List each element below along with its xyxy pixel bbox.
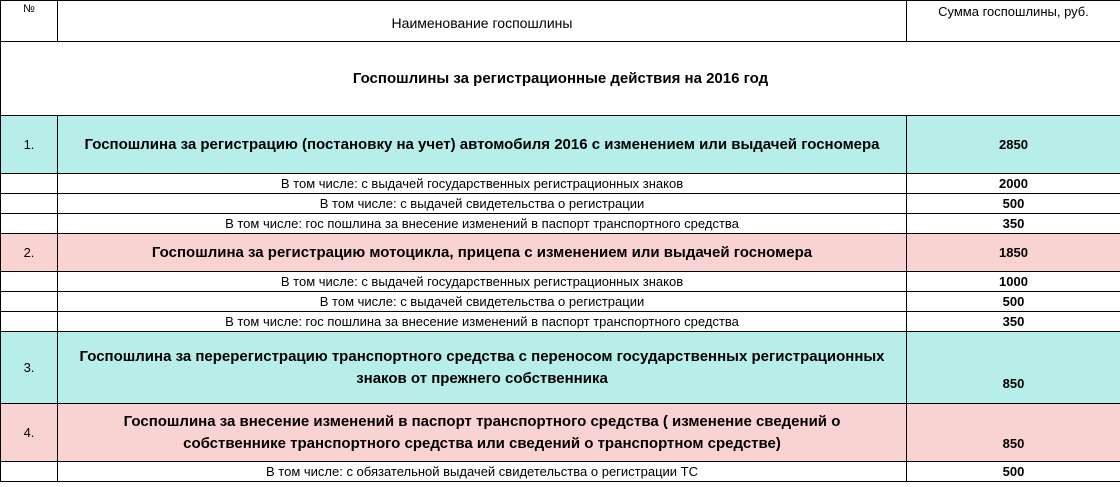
sub-row-name: В том числе: с обязательной выдачей свидетельства о регистрации ТС [58,462,907,482]
row-name: Госпошлина за внесение изменений в паспорт транспортного средства ( изменение сведений о собственнике транспортного средства или сведений о транспортном средстве) [58,404,907,462]
sub-row-num [1,194,58,214]
sub-row-sum: 500 [907,462,1120,482]
sub-row-sum: 350 [907,214,1120,234]
header-num: № [1,1,58,42]
row-num: 1. [1,116,58,174]
table-header-row [1,1,1120,42]
row-name: Госпошлина за регистрацию мотоцикла, прицепа с изменением или выдачей госномера [58,234,907,272]
sub-row [1,194,1120,214]
sub-row-num [1,174,58,194]
sub-row-num [1,272,58,292]
sub-row [1,312,1120,332]
sub-row-sum: 2000 [907,174,1120,194]
table-row [1,404,1120,462]
section-title: Госпошлины за регистрационные действия на 2016 год [1,42,1120,116]
row-sum: 1850 [907,234,1120,272]
row-sum: 850 [907,404,1120,462]
table-row [1,332,1120,404]
row-num: 2. [1,234,58,272]
sub-row-num [1,292,58,312]
sub-row-name: В том числе: с выдачей государственных регистрационных знаков [58,272,907,292]
section-title-row [1,42,1120,116]
sub-row [1,462,1120,482]
sub-row-sum: 350 [907,312,1120,332]
sub-row-name: В том числе: с выдачей свидетельства о регистрации [58,194,907,214]
sub-row-name: В том числе: гос пошлина за внесение изменений в паспорт транспортного средства [58,214,907,234]
table-row [1,116,1120,174]
row-name: Госпошлина за перерегистрацию транспортного средства с переносом государственных регистрационных знаков от прежнего собственника [58,332,907,404]
row-num: 3. [1,332,58,404]
sub-row-num [1,214,58,234]
header-sum: Сумма госпошлины, руб. [907,1,1120,42]
row-sum: 850 [907,332,1120,404]
sub-row-num [1,312,58,332]
sub-row [1,292,1120,312]
row-name: Госпошлина за регистрацию (постановку на учет) автомобиля 2016 с изменением или выдачей госномера [58,116,907,174]
row-num: 4. [1,404,58,462]
table-row [1,234,1120,272]
header-name: Наименование госпошлины [58,1,907,42]
sub-row-name: В том числе: с выдачей государственных регистрационных знаков [58,174,907,194]
sub-row-num [1,462,58,482]
sub-row-name: В том числе: с выдачей свидетельства о регистрации [58,292,907,312]
sub-row [1,272,1120,292]
sub-row-sum: 500 [907,194,1120,214]
sub-row-sum: 1000 [907,272,1120,292]
sub-row-name: В том числе: гос пошлина за внесение изменений в паспорт транспортного средства [58,312,907,332]
row-sum: 2850 [907,116,1120,174]
sub-row-sum: 500 [907,292,1120,312]
sub-row [1,174,1120,194]
sub-row [1,214,1120,234]
